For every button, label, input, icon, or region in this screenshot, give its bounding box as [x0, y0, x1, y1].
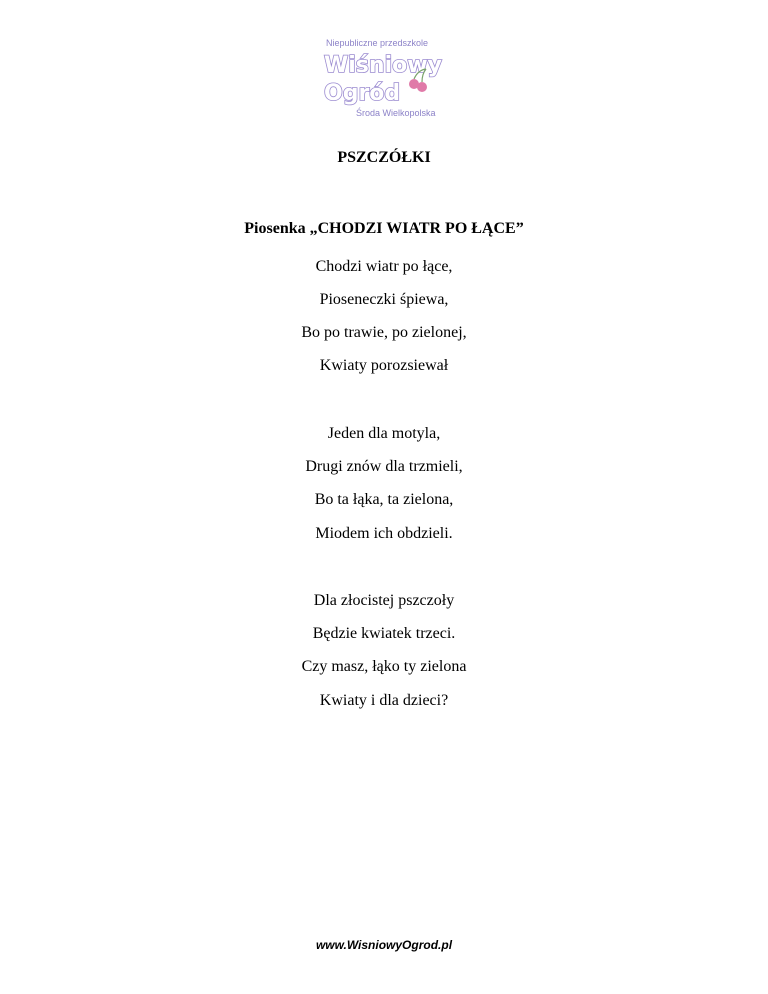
lyric-line: Bo po trawie, po zielonej, — [301, 324, 467, 341]
lyric-line: Chodzi wiatr po łące, — [315, 258, 453, 275]
lyric-line: Będzie kwiatek trzeci. — [312, 625, 456, 642]
lyric-line: Kwiaty i dla dzieci? — [319, 692, 449, 709]
logo-name-line1: Wiśniowy — [324, 53, 442, 78]
lyric-line: Czy masz, łąko ty zielona — [301, 658, 467, 675]
lyric-line: Dla złocistej pszczoły — [313, 592, 455, 609]
lyric-line: Jeden dla motyla, — [327, 425, 441, 442]
logo-city: Środa Wielkopolska — [356, 108, 436, 118]
cherry-icon — [417, 82, 427, 92]
kindergarten-logo — [318, 36, 450, 120]
page-title: PSZCZÓŁKI — [337, 149, 431, 166]
song-heading: Piosenka „CHODZI WIATR PO ŁĄCE” — [244, 220, 524, 237]
lyric-line: Bo ta łąka, ta zielona, — [314, 491, 454, 508]
logo-graphic — [318, 36, 450, 120]
logo-name-line2: Ogród — [324, 81, 401, 106]
logo-top-text: Niepubliczne przedszkole — [326, 38, 429, 48]
lyric-line: Drugi znów dla trzmieli, — [305, 458, 463, 475]
footer-website: www.WisniowyOgrod.pl — [315, 938, 453, 952]
lyric-line: Kwiaty porozsiewał — [319, 357, 449, 374]
lyric-line: Miodem ich obdzieli. — [315, 525, 453, 542]
lyric-line: Pioseneczki śpiewa, — [319, 291, 449, 308]
